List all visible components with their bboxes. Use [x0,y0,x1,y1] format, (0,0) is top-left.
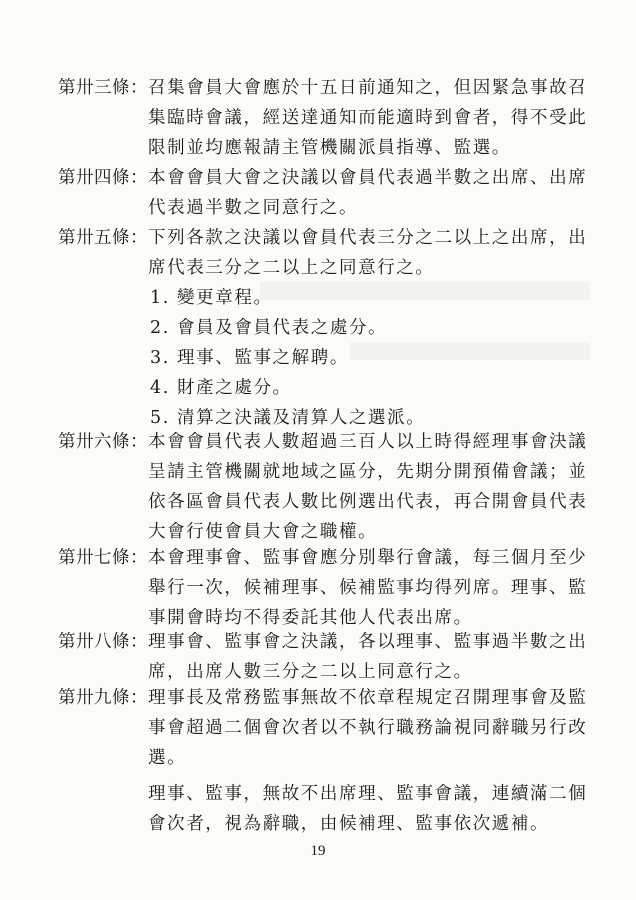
article-35 [58,223,598,433]
article-body [148,73,598,163]
article-paragraph-line: 會次者，視為辭職，由候補理、監事依次遞補。 [148,814,550,834]
article-line: 集臨時會議，經送達通知而能適時到會者，得不受此 [148,108,588,128]
article-line: 呈請主管機關就地域之區分，先期分開預備會議；並 [148,462,588,482]
article-line: 舉行一次，候補理事、候補監事均得列席。理事、監 [148,578,588,598]
article-label: 第卅三條： [58,78,148,98]
article-34 [58,163,598,223]
article-label: 第卅四條： [58,168,148,188]
article-line: 事會超過二個會次者以不執行職務論視同辭職另行改 [148,718,588,738]
article-line: 本會會員大會之決議以會員代表過半數之出席、出席 [148,168,588,188]
article-body [148,543,598,633]
article-line: 事開會時均不得委託其他人代表出席。 [148,608,473,628]
article-line: 理事會、監事會之決議，各以理事、監事過半數之出 [148,632,588,652]
article-label: 第卅八條： [58,632,148,652]
article-line: 依各區會員代表人數比例選出代表，再合開會員代表 [148,492,588,512]
page-number: 19 [310,843,326,859]
article-line: 大會行使會員大會之職權。 [148,522,378,542]
article-paragraph-line: 理事、監事，無故不出席理、監事會議，連續滿二個 [148,784,588,804]
list-item: 3. 理事、監事之解聘。 [150,348,349,368]
article-line: 下列各款之決議以會員代表三分之二以上之出席，出 [148,228,588,248]
article-body [148,163,598,223]
article-label: 第卅七條： [58,548,148,568]
article-line: 限制並均應報請主管機關派員指導、監選。 [148,138,511,158]
article-line: 席，出席人數三分之二以上同意行之。 [148,662,473,682]
article-body [148,683,598,839]
article-line: 召集會員大會應於十五日前通知之，但因緊急事故召 [148,78,588,98]
article-38 [58,627,598,687]
article-33 [58,73,598,163]
article-line: 代表過半數之同意行之。 [148,198,359,218]
article-37 [58,543,598,633]
list-item: 4. 財產之處分。 [150,378,292,398]
article-line: 理事長及常務監事無故不依章程規定召開理事會及監 [148,688,588,708]
article-39 [58,683,598,839]
list-item: 1. 變更章程。 [150,288,273,308]
article-body [148,427,598,547]
article-body [148,223,598,433]
list-item: 2. 會員及會員代表之處分。 [150,318,388,338]
article-body [148,627,598,687]
list-item: 5. 清算之決議及清算人之選派。 [150,408,426,428]
article-36 [58,427,598,547]
article-line: 本會會員代表人數超過三百人以上時得經理事會決議 [148,432,588,452]
article-label: 第卅六條： [58,432,148,452]
article-line: 本會理事會、監事會應分別舉行會議，每三個月至少 [148,548,588,568]
article-label: 第卅九條： [58,688,148,708]
article-line: 選。 [148,748,187,768]
article-line: 席代表三分之二以上之同意行之。 [148,258,435,278]
article-label: 第卅五條： [58,228,148,248]
